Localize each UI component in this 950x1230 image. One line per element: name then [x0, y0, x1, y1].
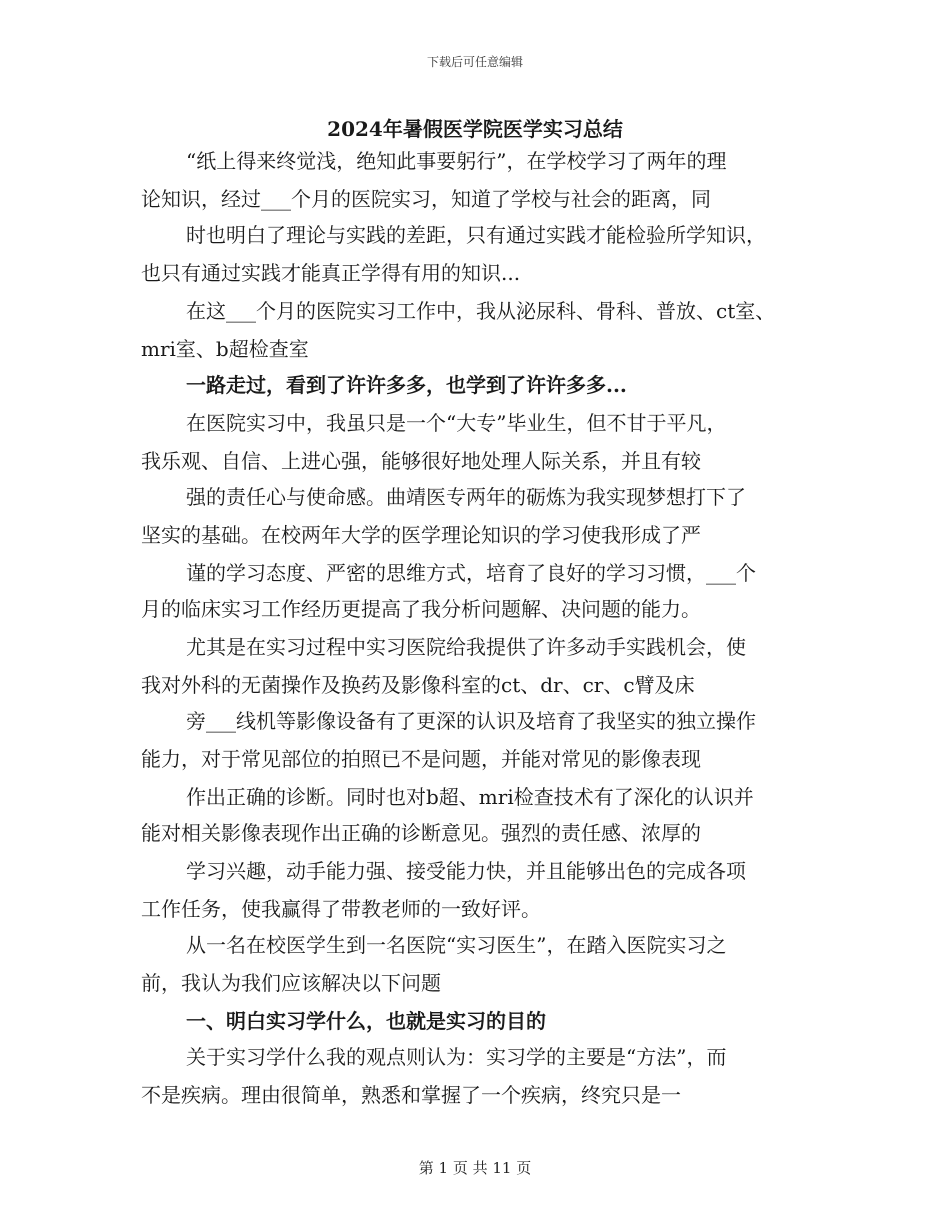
paragraph-line: 工作任务，使我赢得了带教老师的一致好评。: [141, 897, 541, 921]
paragraph-line: 强的责任心与使命感。曲靖医专两年的砺炼为我实现梦想打下了: [186, 485, 746, 509]
paragraph-line: 论知识，经过___个月的医院实习，知道了学校与社会的距离，同: [141, 187, 711, 211]
paragraph-line: 从一名在校医学生到一名医院“实习医生”，在踏入医院实习之: [186, 933, 727, 957]
paragraph-line: 能对相关影像表现作出正确的诊断意见。强烈的责任感、浓厚的: [141, 821, 701, 845]
paragraph-line: 在这___个月的医院实习工作中，我从泌尿科、骨科、普放、ct室、: [186, 299, 776, 323]
document-title: 2024年暑假医学院医学实习总结: [327, 117, 623, 141]
paragraph-line: 我对外科的无菌操作及换药及影像科室的ct、dr、cr、c臂及床: [141, 673, 695, 697]
paragraph-line: 学习兴趣，动手能力强、接受能力快，并且能够出色的完成各项: [186, 859, 746, 883]
paragraph-line: 前，我认为我们应该解决以下问题: [141, 971, 441, 995]
section-heading: 一、明白实习学什么，也就是实习的目的: [186, 1009, 546, 1033]
header-note: 下载后可任意编辑: [426, 55, 523, 69]
paragraph-line: 月的临床实习工作经历更提高了我分析问题解、决问题的能力。: [141, 597, 701, 621]
paragraph-line: 也只有通过实践才能真正学得有用的知识...: [141, 261, 521, 285]
bold-subheading: 一路走过，看到了许许多多，也学到了许许多多...: [186, 373, 627, 397]
paragraph-line: 我乐观、自信、上进心强，能够很好地处理人际关系，并且有较: [141, 449, 701, 473]
paragraph-line: 谨的学习态度、严密的思维方式，培育了良好的学习习惯，___个: [186, 561, 756, 585]
paragraph-line: 关于实习学什么我的观点则认为：实习学的主要是“方法”，而: [186, 1045, 727, 1069]
paragraph-line: 坚实的基础。在校两年大学的医学理论知识的学习使我形成了严: [141, 523, 701, 547]
paragraph-line: 不是疾病。理由很简单，熟悉和掌握了一个疾病，终究只是一: [141, 1083, 681, 1107]
paragraph-line: “纸上得来终觉浅，绝知此事要躬行”，在学校学习了两年的理: [186, 149, 727, 173]
paragraph-line: mri室、b超检查室: [141, 337, 309, 361]
paragraph-line: 作出正确的诊断。同时也对b超、mri检查技术有了深化的认识并: [186, 785, 754, 809]
paragraph-line: 能力，对于常见部位的拍照已不是问题，并能对常见的影像表现: [141, 747, 701, 771]
page-footer: 第 1 页 共 11 页: [418, 1159, 532, 1177]
paragraph-line: 尤其是在实习过程中实习医院给我提供了许多动手实践机会，使: [186, 635, 746, 659]
paragraph-line: 旁___线机等影像设备有了更深的认识及培育了我坚实的独立操作: [186, 709, 756, 733]
paragraph-line: 时也明白了理论与实践的差距，只有通过实践才能检验所学知识，: [186, 223, 766, 247]
paragraph-line: 在医院实习中，我虽只是一个“大专”毕业生，但不甘于平凡，: [186, 411, 727, 435]
